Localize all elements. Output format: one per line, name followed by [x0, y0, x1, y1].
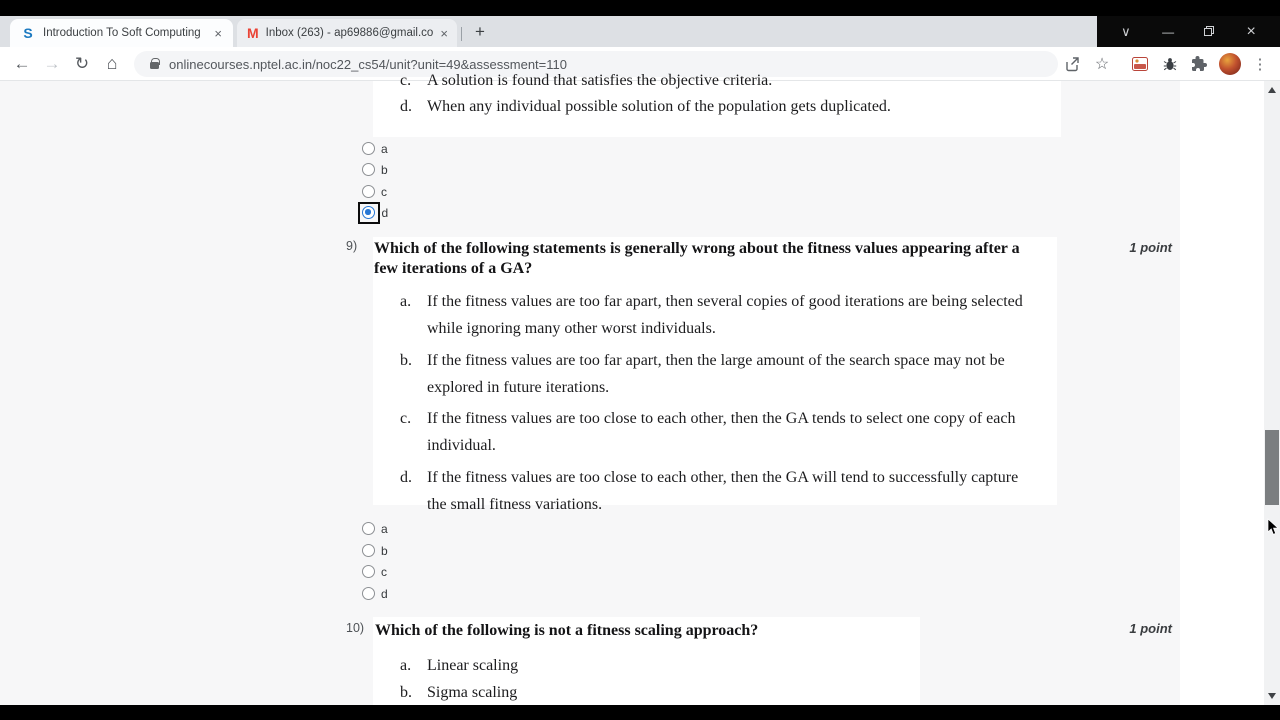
option-text: Sigma scaling [427, 684, 518, 702]
question-10-options [400, 652, 900, 707]
scroll-up-icon[interactable] [1268, 87, 1276, 93]
radio-label: b [381, 162, 388, 177]
radio-label: a [381, 521, 388, 536]
option-letter: d. [400, 98, 412, 115]
radio-checked-icon[interactable] [362, 206, 375, 219]
q9-radio-c[interactable] [362, 561, 387, 582]
forward-button[interactable]: → [43, 54, 61, 73]
question-10-image [373, 617, 920, 705]
tab-title: Inbox (263) - ap69886@gmail.co [265, 27, 434, 39]
extension-card-icon[interactable] [1126, 47, 1154, 80]
option-text: When any individual possible solution of the population gets duplicated. [427, 98, 891, 115]
option-d [400, 464, 1045, 519]
letterbox-bottom [0, 705, 1280, 720]
reload-button[interactable]: ↻ [74, 54, 90, 73]
option-letter: d. [400, 468, 412, 486]
radio-icon[interactable] [362, 163, 375, 176]
q9-radio-d[interactable] [362, 583, 388, 604]
question-9-options [400, 288, 1045, 522]
window-controls [1097, 16, 1280, 47]
option-letter: a. [400, 293, 412, 310]
option-c-line [373, 72, 1033, 90]
tab-divider [461, 27, 462, 41]
tab-soft-computing[interactable] [10, 19, 233, 47]
question-9-text: Which of the following statements is generally wrong about the fitness values appearing after a few iterations of a GA? [374, 240, 1020, 277]
question-10-points: 1 point [1129, 621, 1172, 636]
option-letter: b. [400, 684, 412, 702]
radio-icon[interactable] [362, 522, 375, 535]
q9-radio-a[interactable] [362, 518, 388, 539]
q8-radio-d-selected[interactable] [362, 202, 388, 223]
bug-extension-icon[interactable] [1156, 47, 1184, 80]
option-d-line [373, 98, 1033, 116]
quiz-page [0, 72, 1280, 705]
share-icon[interactable] [1058, 47, 1086, 80]
option-letter: a. [400, 657, 412, 674]
focus-outline [358, 202, 380, 224]
question-8-options-image [373, 72, 1061, 137]
tab-close-icon[interactable]: × [440, 25, 448, 41]
option-text: A solution is found that satisfies the objective criteria. [427, 72, 773, 89]
option-letter: c. [400, 410, 412, 428]
option-text: Linear scaling [427, 657, 519, 674]
question-10-number: 10) [346, 621, 365, 635]
tab-strip [0, 16, 1280, 47]
new-tab-button[interactable]: + [475, 22, 485, 41]
tab-title: Introduction To Soft Computing [43, 27, 201, 39]
bookmark-star-icon[interactable]: ☆ [1094, 55, 1110, 73]
scrollbar-thumb[interactable] [1265, 430, 1279, 505]
q9-radio-b[interactable] [362, 540, 388, 561]
close-window-icon[interactable]: × [1246, 22, 1256, 40]
swayam-favicon-icon: S [23, 25, 33, 41]
letterbox-top [0, 0, 1280, 16]
question-9-image [373, 237, 1057, 514]
radio-icon[interactable] [362, 185, 375, 198]
option-b [400, 347, 1045, 402]
vertical-scrollbar[interactable] [1264, 81, 1280, 705]
back-button[interactable]: ← [13, 54, 31, 73]
radio-label: b [381, 543, 388, 558]
q8-radio-b[interactable] [362, 159, 388, 180]
radio-label: c [381, 564, 387, 579]
option-letter: b. [400, 351, 412, 369]
question-10-text: Which of the following is not a fitness scaling approach? [375, 622, 759, 639]
radio-label: a [381, 141, 388, 156]
option-a [400, 288, 1045, 343]
option-text: If the fitness values are too close to each other, then the GA will tend to successfully capture the small fitness variations. [427, 468, 1019, 514]
url-text: onlinecourses.nptel.ac.in/noc22_cs54/unit?unit=49&assessment=110 [169, 56, 567, 72]
radio-label: c [381, 184, 387, 199]
profile-avatar[interactable] [1216, 47, 1244, 80]
option-b [400, 679, 900, 706]
avatar-image [1219, 53, 1241, 75]
restore-icon[interactable] [1195, 25, 1223, 39]
option-letter: c. [400, 72, 412, 89]
question-9-points: 1 point [1129, 240, 1172, 255]
mouse-cursor-icon [1267, 518, 1279, 541]
q8-radio-a[interactable] [362, 138, 388, 159]
radio-icon[interactable] [362, 565, 375, 578]
chrome-menu-icon[interactable]: ⋮ [1252, 55, 1268, 73]
option-text: If the fitness values are too far apart, then the large amount of the search space may not be explored in future iterations. [427, 351, 1005, 396]
option-text: If the fitness values are too close to each other, then the GA tends to select one copy of each individual. [427, 410, 1016, 455]
scroll-down-icon[interactable] [1268, 693, 1276, 699]
gmail-favicon-icon: M [247, 25, 259, 41]
tab-search-icon[interactable]: ∨ [1121, 24, 1131, 39]
extensions-puzzle-icon[interactable] [1185, 47, 1213, 80]
tab-gmail-inbox[interactable] [237, 19, 457, 47]
tab-close-icon[interactable]: × [214, 25, 222, 41]
content-right-gutter [1180, 81, 1264, 705]
home-button[interactable]: ⌂ [106, 53, 118, 73]
radio-icon[interactable] [362, 142, 375, 155]
option-text: If the fitness values are too far apart, then several copies of good iterations are being selected while ignoring many other worst individuals. [427, 293, 1023, 338]
option-c [400, 405, 1045, 460]
lock-icon [150, 62, 159, 69]
radio-icon[interactable] [362, 587, 375, 600]
q8-radio-c[interactable] [362, 181, 387, 202]
question-9-number: 9) [346, 239, 358, 253]
option-a [400, 652, 900, 679]
radio-label: d [381, 586, 388, 601]
radio-icon[interactable] [362, 544, 375, 557]
minimize-icon[interactable]: — [1162, 24, 1174, 39]
radio-label: d [381, 205, 389, 220]
